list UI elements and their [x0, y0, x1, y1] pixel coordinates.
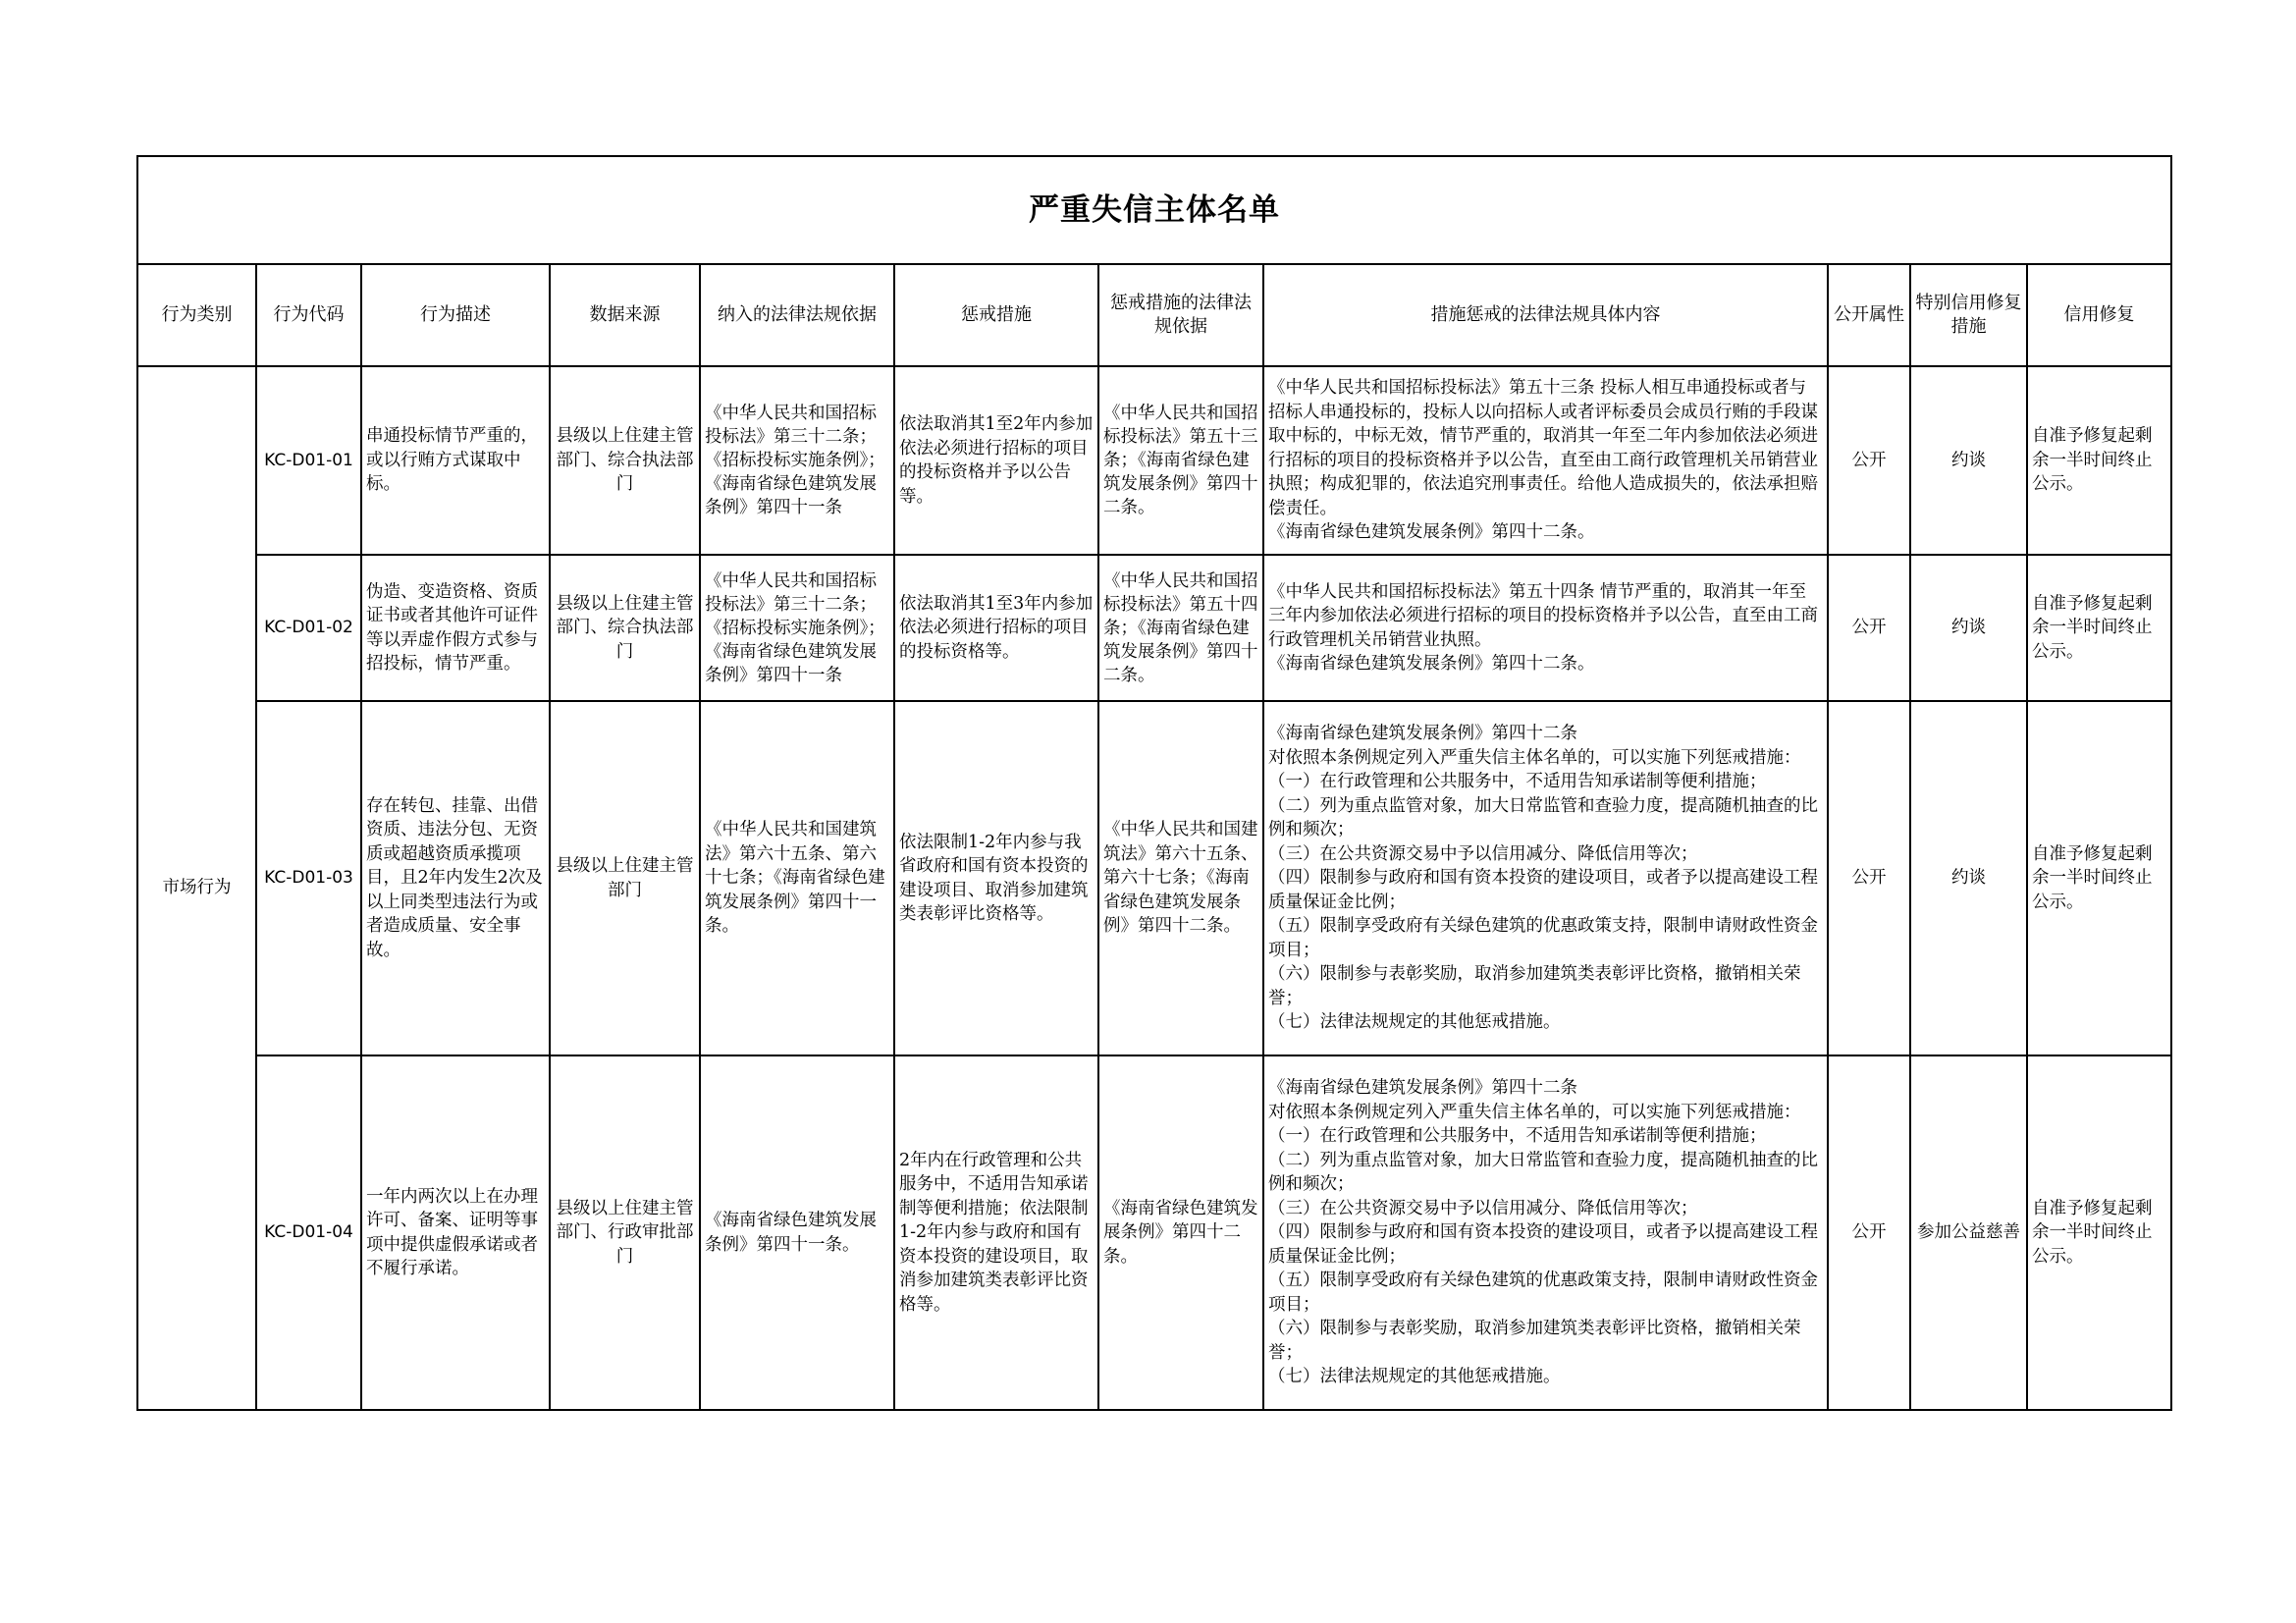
content-line: 《海南省绿色建筑发展条例》第四十二条: [1268, 1078, 1577, 1099]
content-line: （三）在公共资源交易中予以信用减分、降低信用等次；: [1268, 843, 1698, 864]
measure-basis-cell: 《海南省绿色建筑发展条例》第四十二条。: [1098, 1055, 1263, 1410]
public-cell: 公开: [1828, 1055, 1910, 1410]
content-line: 对依照本条例规定列入严重失信主体名单的，可以实施下列惩戒措施：: [1268, 747, 1801, 768]
repair-cell: 自准予修复起剩余一半时间终止公示。: [2027, 1055, 2171, 1410]
source-cell: 县级以上住建主管部门、综合执法部门: [550, 555, 700, 701]
special-repair-cell: 参加公益慈善: [1910, 1055, 2027, 1410]
content-line: （七）法律法规规定的其他惩戒措施。: [1268, 1012, 1561, 1033]
content-line: （二）列为重点监管对象，加大日常监管和查验力度，提高随机抽查的比例和频次；: [1268, 1150, 1818, 1195]
content-line: （六）限制参与表彰奖励，取消参加建筑类表彰评比资格，撤销相关荣誉；: [1268, 964, 1801, 1008]
special-repair-cell: 约谈: [1910, 701, 2027, 1055]
header-special-repair: 特别信用修复措施: [1910, 264, 2027, 366]
content-line: 对依照本条例规定列入严重失信主体名单的，可以实施下列惩戒措施：: [1268, 1102, 1801, 1122]
basis-cell: 《海南省绿色建筑发展条例》第四十一条。: [700, 1055, 894, 1410]
credit-list-table: [136, 155, 2172, 1411]
code-cell: KC-D01-02: [256, 555, 361, 701]
header-basis: 纳入的法律法规依据: [700, 264, 894, 366]
repair-cell: 自准予修复起剩余一半时间终止公示。: [2027, 701, 2171, 1055]
content-cell: [1263, 555, 1828, 701]
repair-cell: 自准予修复起剩余一半时间终止公示。: [2027, 555, 2171, 701]
header-source: 数据来源: [550, 264, 700, 366]
content-line: （三）在公共资源交易中予以信用减分、降低信用等次；: [1268, 1198, 1698, 1218]
code-cell: KC-D01-03: [256, 701, 361, 1055]
content-line: 《中华人民共和国招标投标法》第五十三条 投标人相互串通投标或者与招标人串通投标的，投标人以向招标人或者评标委员会成员行贿的手段谋取中标的，中标无效，情节严重的，取消其一年至二年内参加依法必须进行招标的项目的投标资格并予以公告，直至由工商行政管理机关吊销营业执照；构成犯罪的，依法追究刑事责任。给他人造成损失的，依法承担赔偿责任。: [1268, 378, 1818, 518]
content-line: （七）法律法规规定的其他惩戒措施。: [1268, 1367, 1561, 1387]
content-line: （五）限制享受政府有关绿色建筑的优惠政策支持，限制申请财政性资金项目；: [1268, 1271, 1818, 1315]
public-cell: 公开: [1828, 366, 1910, 555]
header-code: 行为代码: [256, 264, 361, 366]
content-line: （二）列为重点监管对象，加大日常监管和查验力度，提高随机抽查的比例和频次；: [1268, 795, 1818, 840]
basis-cell: 《中华人民共和国招标投标法》第三十二条；《招标投标实施条例》；《海南省绿色建筑发展条例》第四十一条: [700, 366, 894, 555]
content-line: （四）限制参与政府和国有资本投资的建设项目，或者予以提高建设工程质量保证金比例；: [1268, 868, 1818, 912]
content-line: （一）在行政管理和公共服务中，不适用告知承诺制等便利措施；: [1268, 772, 1767, 792]
header-repair: 信用修复: [2027, 264, 2171, 366]
description-cell: 串通投标情节严重的，或以行贿方式谋取中标。: [361, 366, 550, 555]
content-line: 《海南省绿色建筑发展条例》第四十二条。: [1268, 522, 1595, 543]
table-row: [137, 1055, 2171, 1410]
table-row: [137, 701, 2171, 1055]
source-cell: 县级以上住建主管部门: [550, 701, 700, 1055]
code-cell: KC-D01-01: [256, 366, 361, 555]
header-public: 公开属性: [1828, 264, 1910, 366]
header-category: 行为类别: [137, 264, 256, 366]
description-cell: 伪造、变造资格、资质证书或者其他许可证件等以弄虚作假方式参与招投标，情节严重。: [361, 555, 550, 701]
table-row: [137, 555, 2171, 701]
header-row: [137, 264, 2171, 366]
document-sheet: [136, 155, 2170, 1411]
header-measure-basis: 惩戒措施的法律法规依据: [1098, 264, 1263, 366]
measure-cell: 依法限制1-2年内参与我省政府和国有资本投资的建设项目、取消参加建筑类表彰评比资格等。: [894, 701, 1098, 1055]
table-row: [137, 366, 2171, 555]
public-cell: 公开: [1828, 555, 1910, 701]
description-cell: 一年内两次以上在办理许可、备案、证明等事项中提供虚假承诺或者不履行承诺。: [361, 1055, 550, 1410]
content-line: 《海南省绿色建筑发展条例》第四十二条。: [1268, 654, 1595, 674]
content-line: （五）限制享受政府有关绿色建筑的优惠政策支持，限制申请财政性资金项目；: [1268, 916, 1818, 960]
measure-basis-cell: 《中华人民共和国招标投标法》第五十四条；《海南省绿色建筑发展条例》第四十二条。: [1098, 555, 1263, 701]
repair-cell: 自准予修复起剩余一半时间终止公示。: [2027, 366, 2171, 555]
header-content: 措施惩戒的法律法规具体内容: [1263, 264, 1828, 366]
header-measure: 惩戒措施: [894, 264, 1098, 366]
category-cell: 市场行为: [137, 366, 256, 1410]
special-repair-cell: 约谈: [1910, 555, 2027, 701]
public-cell: 公开: [1828, 701, 1910, 1055]
content-cell: [1263, 1055, 1828, 1410]
measure-cell: 依法取消其1至2年内参加依法必须进行招标的项目的投标资格并予以公告等。: [894, 366, 1098, 555]
measure-cell: 依法取消其1至3年内参加依法必须进行招标的项目的投标资格等。: [894, 555, 1098, 701]
basis-cell: 《中华人民共和国建筑法》第六十五条、第六十七条；《海南省绿色建筑发展条例》第四十一条。: [700, 701, 894, 1055]
source-cell: 县级以上住建主管部门、综合执法部门: [550, 366, 700, 555]
description-cell: 存在转包、挂靠、出借资质、违法分包、无资质或超越资质承揽项目，且2年内发生2次及以上同类型违法行为或者造成质量、安全事故。: [361, 701, 550, 1055]
content-line: 《海南省绿色建筑发展条例》第四十二条: [1268, 724, 1577, 744]
content-line: （六）限制参与表彰奖励，取消参加建筑类表彰评比资格，撤销相关荣誉；: [1268, 1319, 1801, 1363]
page-title: 严重失信主体名单: [137, 156, 2171, 264]
measure-cell: 2年内在行政管理和公共服务中，不适用告知承诺制等便利措施；依法限制1-2年内参与政府和国有资本投资的建设项目，取消参加建筑类表彰评比资格等。: [894, 1055, 1098, 1410]
content-line: 《中华人民共和国招标投标法》第五十四条 情节严重的，取消其一年至三年内参加依法必须进行招标的项目的投标资格并予以公告，直至由工商行政管理机关吊销营业执照。: [1268, 581, 1818, 650]
code-cell: KC-D01-04: [256, 1055, 361, 1410]
measure-basis-cell: 《中华人民共和国建筑法》第六十五条、第六十七条；《海南省绿色建筑发展条例》第四十二条。: [1098, 701, 1263, 1055]
measure-basis-cell: 《中华人民共和国招标投标法》第五十三条；《海南省绿色建筑发展条例》第四十二条。: [1098, 366, 1263, 555]
special-repair-cell: 约谈: [1910, 366, 2027, 555]
header-description: 行为描述: [361, 264, 550, 366]
content-line: （一）在行政管理和公共服务中，不适用告知承诺制等便利措施；: [1268, 1126, 1767, 1147]
basis-cell: 《中华人民共和国招标投标法》第三十二条；《招标投标实施条例》；《海南省绿色建筑发展条例》第四十一条: [700, 555, 894, 701]
content-cell: [1263, 701, 1828, 1055]
source-cell: 县级以上住建主管部门、行政审批部门: [550, 1055, 700, 1410]
content-line: （四）限制参与政府和国有资本投资的建设项目，或者予以提高建设工程质量保证金比例；: [1268, 1222, 1818, 1267]
content-cell: [1263, 366, 1828, 555]
